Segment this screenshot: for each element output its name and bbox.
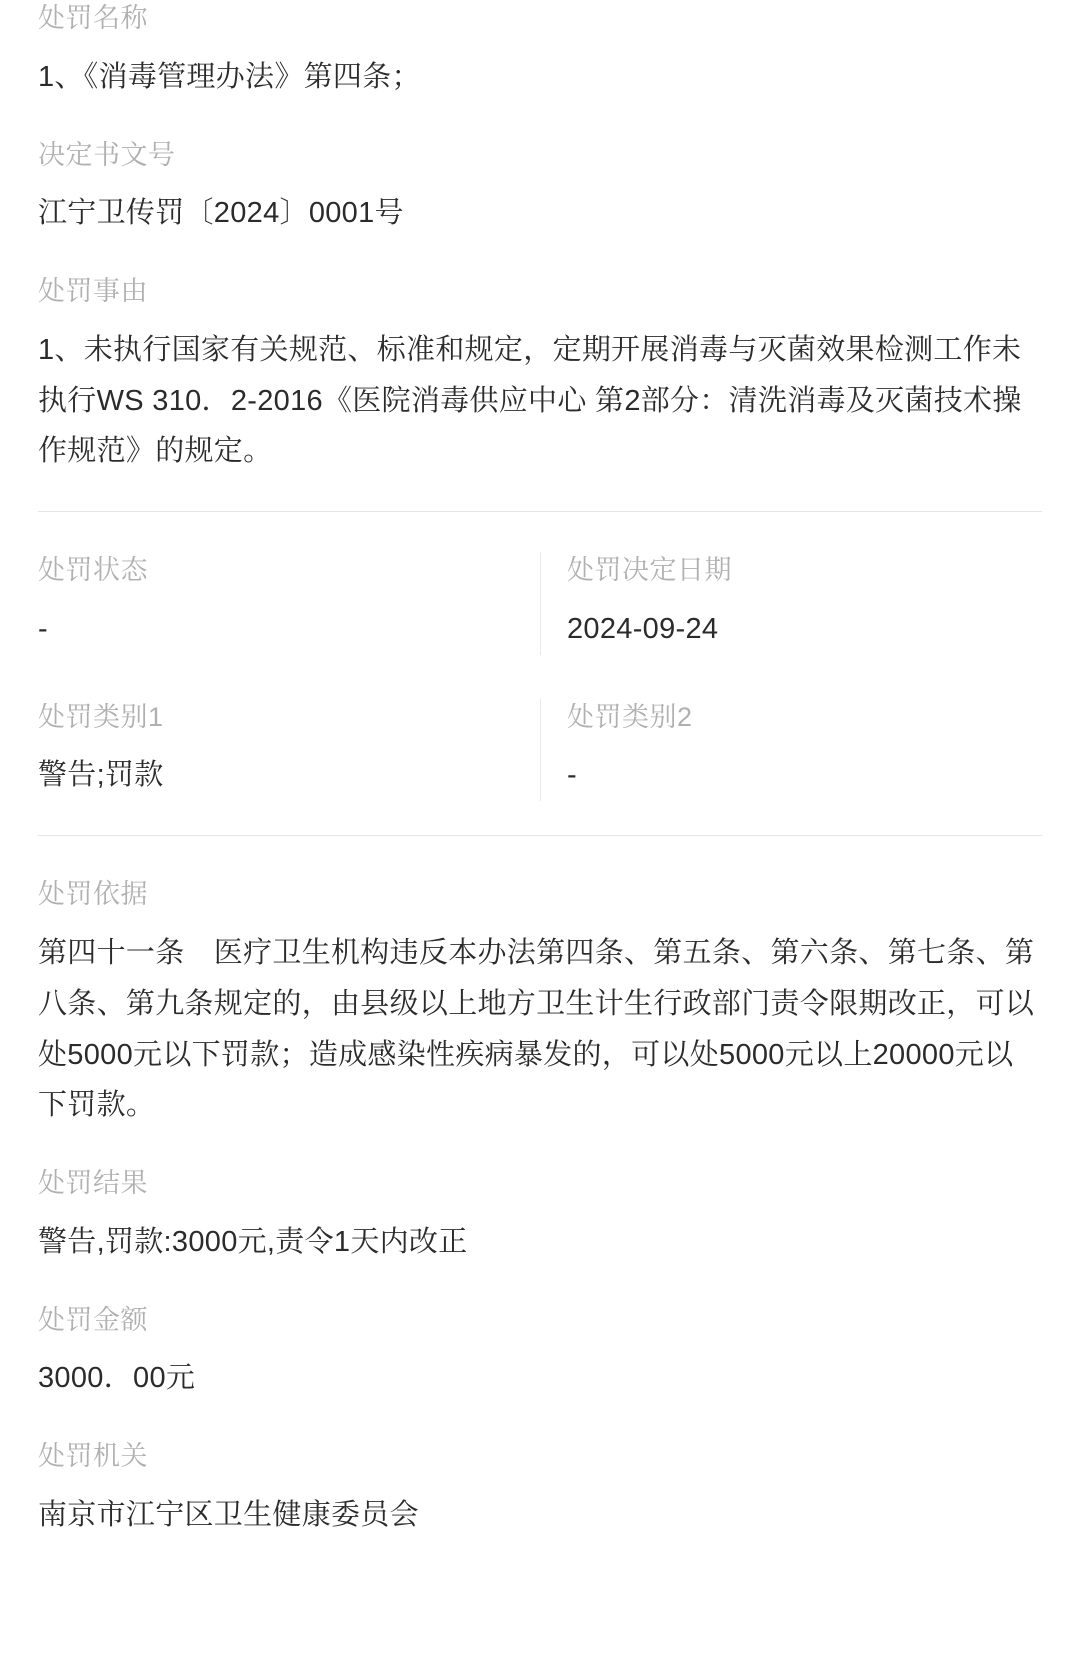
decision-date-value: 2024-09-24 [567, 612, 719, 645]
penalty-status-label: 处罚状态 [38, 555, 148, 586]
field-penalty-name [38, 0, 1042, 103]
field-penalty-category-1 [38, 699, 540, 802]
penalty-amount-value: 3000．00元 [38, 1362, 196, 1395]
penalty-result-label: 处罚结果 [38, 1168, 148, 1199]
penalty-name-value: 1、《消毒管理办法》第四条； [38, 60, 421, 93]
field-decision-no [38, 137, 1042, 240]
category-1-column [38, 699, 540, 802]
field-penalty-reason [38, 273, 1042, 477]
penalty-authority-value: 南京市江宁区卫生健康委员会 [38, 1498, 419, 1531]
penalty-name-label: 处罚名称 [38, 3, 148, 33]
category-row [38, 699, 1042, 802]
field-decision-date [567, 552, 1042, 655]
penalty-basis-value: 第四十一条 医疗卫生机构违反本办法第四条、第五条、第六条、第七条、第八条、第九条规定的，由县级以上地方卫生计生行政部门责令限期改正，可以处5000元以下罚款；造成感染性疾病暴发的，可以处5000元以上20000元以下罚款。 [38, 937, 1035, 1122]
section-divider-2 [38, 835, 1042, 836]
penalty-authority-label: 处罚机关 [38, 1441, 148, 1472]
penalty-category-2-value: - [567, 759, 577, 792]
penalty-reason-value: 1、未执行国家有关规范、标准和规定，定期开展消毒与灭菌效果检测工作未执行WS 310．2-2016《医院消毒供应中心 第2部分：清洗消毒及灭菌技术操作规范》的规定。 [38, 333, 1022, 468]
penalty-category-1-label: 处罚类别1 [38, 701, 164, 732]
penalty-status-value: - [38, 612, 48, 645]
decision-no-value: 江宁卫传罚〔2024〕0001号 [38, 197, 404, 230]
decision-date-column [540, 552, 1042, 655]
field-penalty-category-2 [567, 699, 1042, 802]
penalty-basis-label: 处罚依据 [38, 879, 148, 910]
field-penalty-authority [38, 1438, 1042, 1565]
field-penalty-result [38, 1165, 1042, 1268]
penalty-result-value: 警告,罚款:3000元,责令1天内改正 [38, 1225, 468, 1258]
penalty-category-2-label: 处罚类别2 [567, 701, 693, 732]
field-penalty-amount [38, 1302, 1042, 1405]
status-date-row [38, 552, 1042, 655]
decision-no-label: 决定书文号 [38, 139, 176, 170]
field-penalty-basis [38, 876, 1042, 1131]
status-column [38, 552, 540, 655]
section-divider-1 [38, 511, 1042, 512]
decision-date-label: 处罚决定日期 [567, 555, 732, 586]
row-spacer [38, 655, 1042, 699]
category-2-column [540, 699, 1042, 802]
penalty-reason-label: 处罚事由 [38, 276, 148, 307]
field-penalty-status [38, 552, 540, 655]
penalty-category-1-value: 警告;罚款 [38, 759, 164, 792]
penalty-amount-label: 处罚金额 [38, 1304, 148, 1335]
